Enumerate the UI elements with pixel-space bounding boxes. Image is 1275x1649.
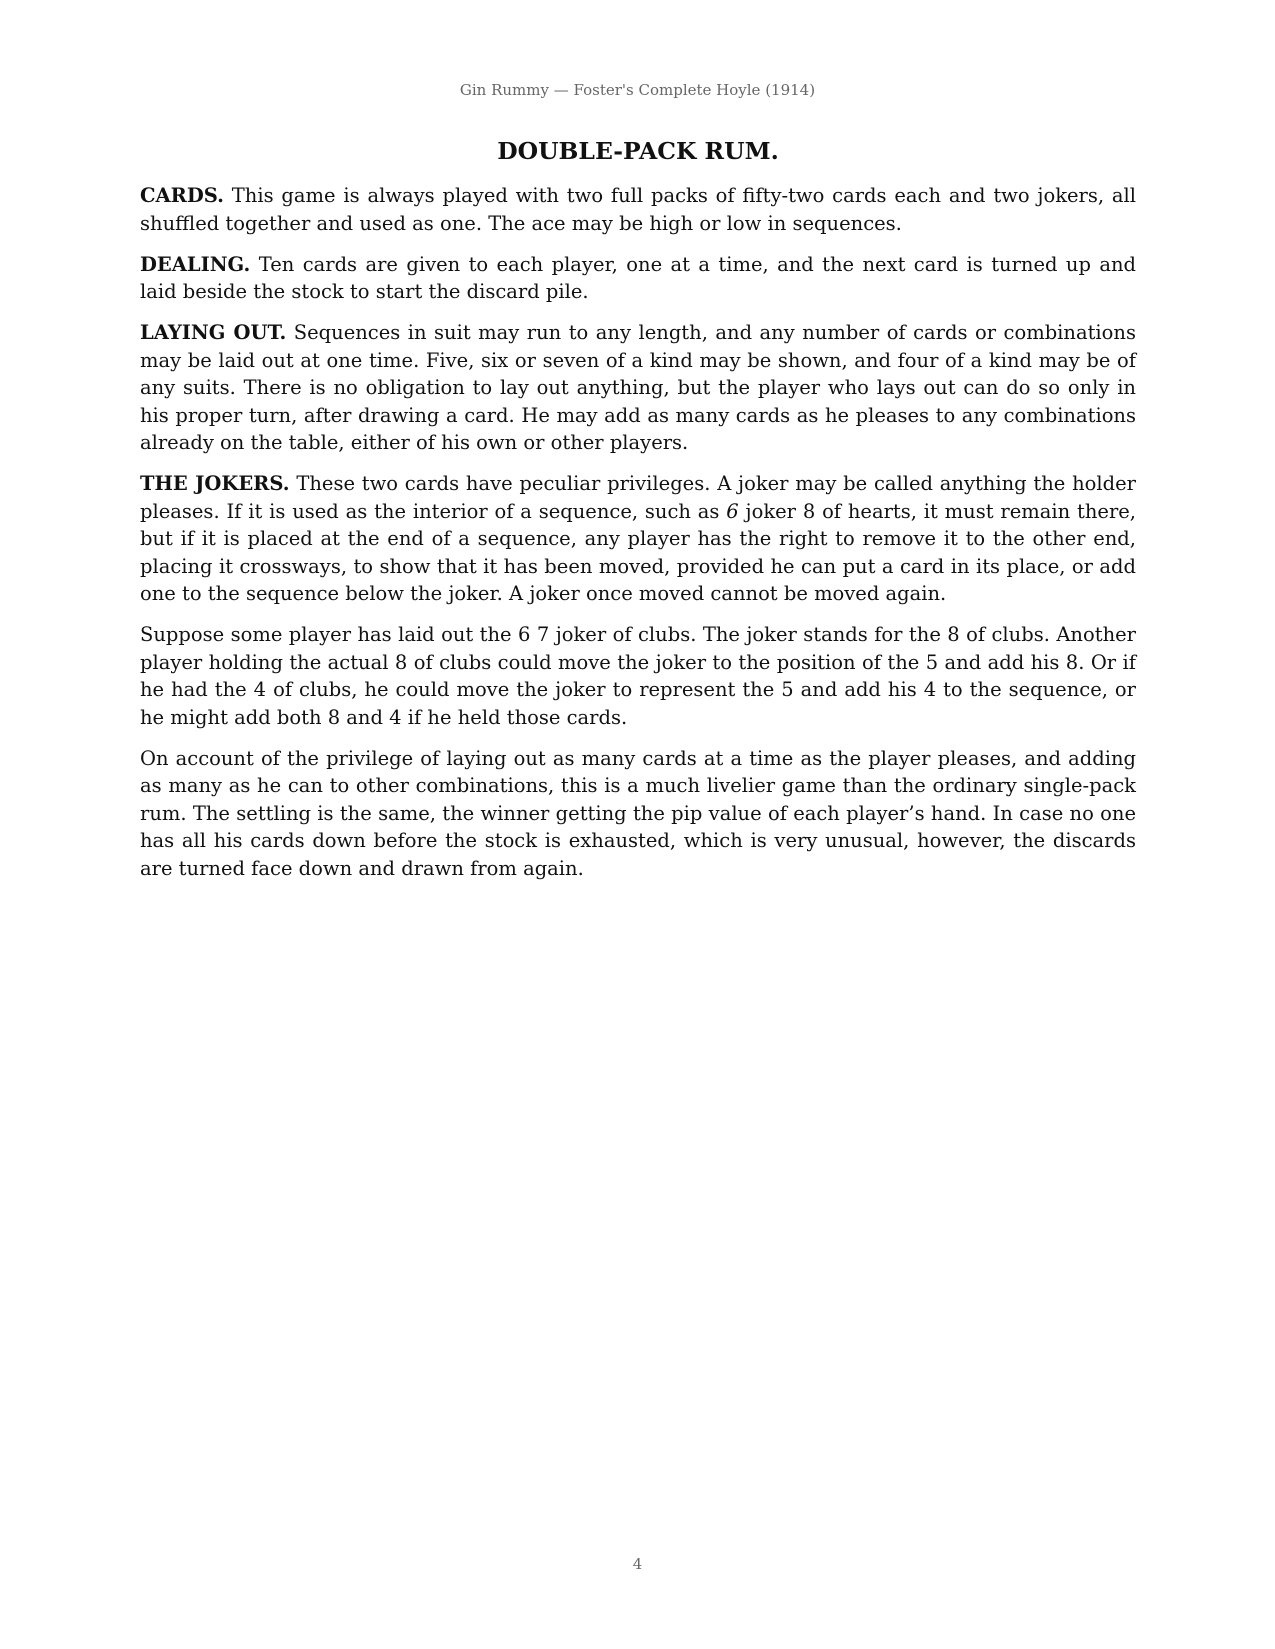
example-paragraph: Suppose some player has laid out the 6 7 joker of clubs. The joker stands for the 8 of clubs. Another player holding the actual 8 of clubs could move the joker to the position of the 5 and add his 8. Or if he had the 4 of clubs, he could move the joker to represent the 5 and add his 4 to the sequence, or he might add both 8 and 4 if he held those cards. bbox=[140, 623, 1136, 729]
cards-text: This game is always played with two full packs of fifty-two cards each and two jokers, all shuffled together and used as one. The ace may be high or low in sequences. bbox=[140, 184, 1136, 235]
laying-out-heading: LAYING OUT. bbox=[140, 321, 287, 344]
jokers-heading: THE JOKERS. bbox=[140, 472, 290, 495]
cards-paragraph bbox=[140, 182, 1136, 237]
jokers-italic-number: 6 bbox=[726, 499, 739, 523]
jokers-text-before: These two cards have peculiar privileges. A joker may be called anything the holder pleases. If it is used as the interior of a sequence, such as bbox=[140, 472, 1136, 523]
jokers-text-after: joker 8 of hearts, it must remain there, but if it is placed at the end of a sequence, any player has the right to remove it to the other end, placing it crossways, to show that it has been moved, provided he can put a card in its place, or add one to the sequence below the joker. A joker once moved cannot be moved again. bbox=[140, 499, 1137, 605]
laying-out-paragraph bbox=[140, 319, 1136, 457]
dealing-heading: DEALING. bbox=[140, 252, 251, 276]
page-number: 4 bbox=[632, 1555, 643, 1573]
section-title: DOUBLE-PACK RUM. bbox=[497, 137, 779, 165]
dealing-text: Ten cards are given to each player, one at a time, and the next card is turned up and laid beside the stock to start the discard pile. bbox=[140, 252, 1136, 303]
closing-paragraph: On account of the privilege of laying out as many cards at a time as the player pleases, and adding as many as he can to other combinations, this is a much livelier game than the ordinary single-pack rum. The settling is the same, the winner getting the pip value of each player’s hand. In case no one has all his cards down before the stock is exhausted, which is very unusual, however, the discards are turned face down and drawn from again. bbox=[140, 746, 1136, 880]
dealing-paragraph bbox=[140, 251, 1136, 306]
cards-heading: CARDS. bbox=[140, 184, 224, 207]
jokers-paragraph bbox=[140, 470, 1136, 608]
laying-out-text: Sequences in suit may run to any length, and any number of cards or combinations may be laid out at one time. Five, six or seven of a kind may be shown, and four of a kind may be of any suits. There is no obligation to lay out anything, but the player who lays out can do so only in his proper turn, after drawing a card. He may add as many cards as he pleases to any combinations already on the table, either of his own or other players. bbox=[140, 321, 1136, 454]
page-content bbox=[140, 136, 1136, 896]
running-header: Gin Rummy — Foster's Complete Hoyle (1914) bbox=[459, 81, 816, 99]
